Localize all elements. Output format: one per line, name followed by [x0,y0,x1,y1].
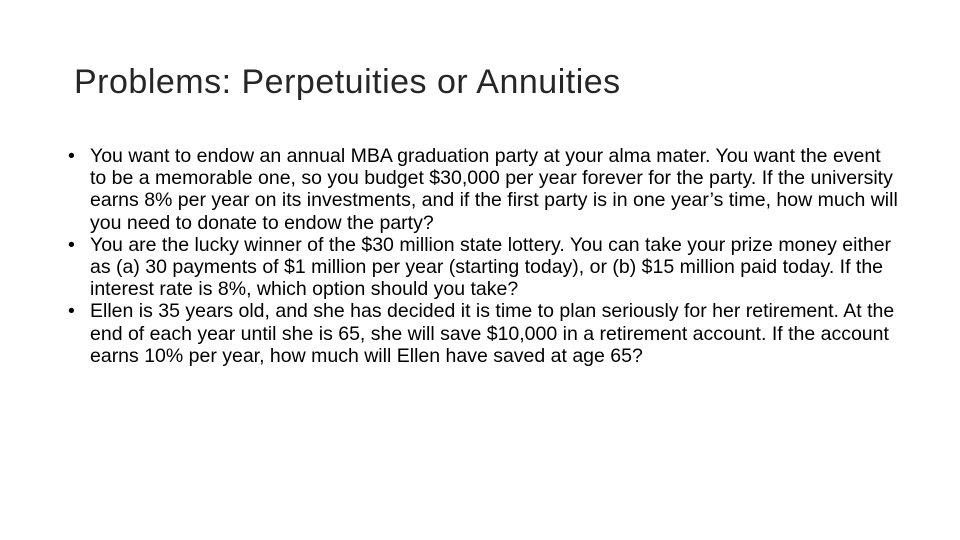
slide-title: Problems: Perpetuities or Annuities [74,63,621,101]
bullet-retirement [68,300,898,367]
bullet-marker: • [68,300,75,323]
bullet-text: Ellen is 35 years old, and she has decided it is time to plan seriously for her retirement. At the end of each year until she is 65, she will save $10,000 in a retirement account. If the account earns 10% per year, how much will Ellen have saved at age 65? [90,300,895,367]
bullet-lottery [68,234,898,301]
bullet-marker: • [68,145,75,167]
bullet-list [68,145,898,367]
bullet-text: You want to endow an annual MBA graduation party at your alma mater. You want the event to be a memorable one, so you budget $30,000 per year forever for the party. If the university earns 8% per year on its investments, and if the first party is in one year’s time, how much will you need to donate to endow the party? [90,145,898,234]
bullet-marker: • [68,233,75,256]
bullet-endow-party [68,145,898,234]
bullet-text: You are the lucky winner of the $30 million state lottery. You can take your prize money either as (a) 30 payments of $1 million per year (starting today), or (b) $15 million paid today. If the interest rate is 8%, which option should you take? [90,233,892,301]
